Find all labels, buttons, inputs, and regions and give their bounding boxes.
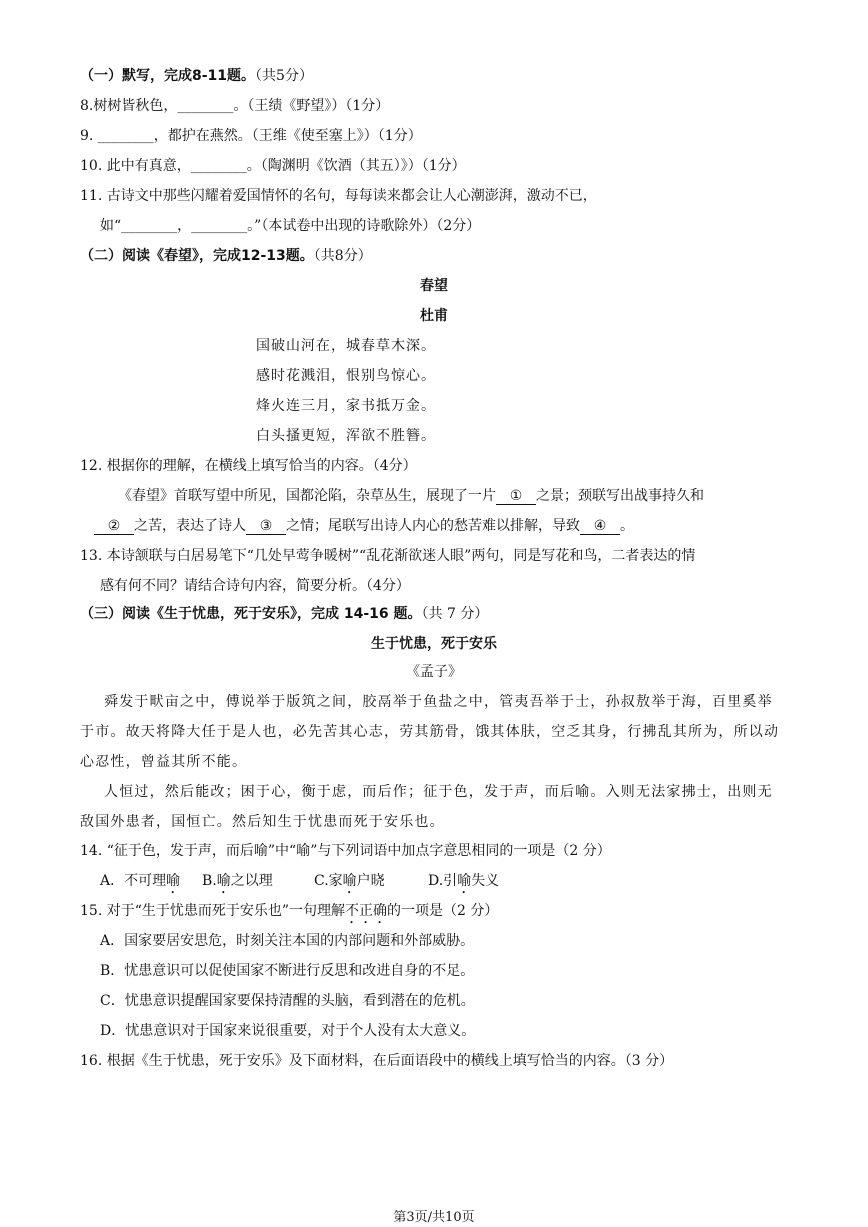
option-c[interactable]: [314, 872, 428, 897]
passage-paragraph-1-line-2: 于市。故天将降大任于是人也，必先苦其心志，劳其筋骨，饿其体肤，空乏其身，行拂乱其所为，所以动: [80, 724, 780, 740]
section-1-score: （共5分）: [255, 68, 313, 84]
q12-text: 之情；尾联写出诗人内心的愁苦难以排解，导致: [286, 518, 580, 534]
option-text: A．不可理: [100, 873, 167, 889]
option-text: 失义: [471, 873, 500, 889]
poem-line: 烽火连三月，家书抵万金。: [256, 398, 436, 414]
question-10: 10. 此中有真意，________。（陶渊明《饮酒（其五）》）（1分）: [80, 158, 466, 174]
section-3-score: （共 7 分）: [421, 606, 489, 622]
question-12-line-2: [94, 517, 634, 535]
fill-blank-2[interactable]: ②: [94, 518, 134, 535]
passage-paragraph-1-line-1: 舜发于畎亩之中，傅说举于版筑之间，胶鬲举于鱼盐之中，管夷吾举于士，孙叔敖举于海，百里奚举: [104, 694, 773, 710]
option-text: 户晓: [356, 873, 385, 889]
section-3-heading: [80, 605, 488, 623]
dotted-char: 喻: [166, 873, 181, 889]
q12-text: 之苦，表达了诗人: [134, 518, 246, 534]
q15-text: 15. 对于“生于忧患而死于安乐也”一句理解: [80, 903, 346, 919]
question-8: 8.树树皆秋色，________。（王绩《野望》）（1分）: [80, 98, 390, 114]
poem-author: 杜甫: [420, 308, 448, 324]
passage-paragraph-2-line-2: 敌国外患者，国恒亡。然后知生于忧患而死于安乐也。: [80, 814, 445, 830]
dotted-char: 喻: [342, 873, 357, 889]
passage-paragraph-1-line-3: 心忍性，曾益其所不能。: [80, 754, 248, 770]
option-text: C.家: [314, 873, 343, 889]
question-11-line-2: 如“________，________。”（本试卷中出现的诗歌除外）（2分）: [100, 218, 481, 234]
fill-blank-1[interactable]: ①: [496, 488, 536, 505]
poem-title: 春望: [420, 278, 448, 294]
fill-blank-4[interactable]: ④: [580, 518, 620, 535]
section-1-title: （一）默写，完成8-11题。: [80, 68, 256, 84]
page-footer: 第3页/共10页: [393, 1210, 475, 1225]
passage-paragraph-2-line-1: 人恒过，然后能改；困于心，衡于虑，而后作；征于色，发于声，而后喻。入则无法家拂士，出则无: [104, 784, 773, 800]
section-1-heading: [80, 67, 313, 85]
question-11-line-1: 11. 古诗文中那些闪耀着爱国情怀的名句，每每读来都会让人心潮澎湃，激动不已，: [80, 188, 597, 204]
option-a[interactable]: [100, 872, 202, 897]
q14-text: ”与下列词语中加点字意思相同的一项是（2 分）: [310, 843, 611, 859]
question-13-line-2: 感有何不同？请结合诗句内容，简要分析。（4分）: [100, 578, 410, 594]
question-14-stem: [80, 842, 611, 860]
q12-text: 之景；颈联写出战事持久和: [536, 488, 704, 504]
option-d[interactable]: D．忧患意识对于国家来说很重要，对于个人没有太大意义。: [100, 1023, 476, 1039]
poem-line: 国破山河在，城春草木深。: [256, 338, 436, 354]
dotted-char: 喻: [216, 873, 231, 889]
passage-title: 生于忧患，死于安乐: [371, 636, 497, 652]
option-a[interactable]: A．国家要居安思危，时刻关注本国的内部问题和外部威胁。: [100, 933, 475, 949]
question-12-stem: 12. 根据你的理解，在横线上填写恰当的内容。（4分）: [80, 458, 417, 474]
q14-keyword: 喻: [296, 843, 311, 859]
poem-line: 感时花溅泪，恨别鸟惊心。: [256, 368, 436, 384]
section-2-score: （共8分）: [313, 248, 372, 264]
section-2-heading: [80, 247, 372, 265]
option-text: B.: [202, 873, 217, 889]
question-9: 9. ________，都护在燕然。（王维《使至塞上》）（1分）: [80, 128, 422, 144]
option-text: D.引: [428, 873, 458, 889]
dotted-char: 喻: [457, 873, 472, 889]
q14-text: 14. “征于色，发于声，而后喻”中“: [80, 843, 297, 859]
option-b[interactable]: [202, 872, 314, 897]
fill-blank-3[interactable]: ③: [246, 518, 286, 535]
option-c[interactable]: C．忧患意识提醒国家要保持清醒的头脑，看到潜在的危机。: [100, 993, 475, 1009]
question-16-stem: 16. 根据《生于忧患，死于安乐》及下面材料，在后面语段中的横线上填写恰当的内容。（3 分）: [80, 1053, 674, 1069]
option-text: 之以理: [230, 873, 273, 889]
question-14-options: [100, 872, 499, 897]
option-b[interactable]: B．忧患意识可以促使国家不断进行反思和改进自身的不足。: [100, 963, 475, 979]
question-13-line-1: 13. 本诗颔联与白居易笔下“几处早莺争暖树”“乱花渐欲迷人眼”两句，同是写花和鸟，二者表达的情: [80, 548, 696, 564]
q15-text: 的一项是（2 分）: [387, 903, 499, 919]
section-3-title: （三）阅读《生于忧患，死于安乐》，完成 14-16 题。: [80, 606, 422, 622]
passage-source: 《孟子》: [406, 664, 462, 680]
q12-text: 《春望》首联写望中所见，国都沦陷，杂草丛生，展现了一片: [118, 488, 496, 504]
question-15-stem: [80, 902, 498, 927]
q12-text: 。: [620, 518, 634, 534]
section-2-title: （二）阅读《春望》，完成12-13题。: [80, 248, 314, 264]
question-12-line-1: [118, 487, 704, 505]
option-d[interactable]: [428, 872, 499, 897]
poem-line: 白头搔更短，浑欲不胜簪。: [256, 428, 436, 444]
q15-emphasis: 不正确: [345, 903, 388, 919]
